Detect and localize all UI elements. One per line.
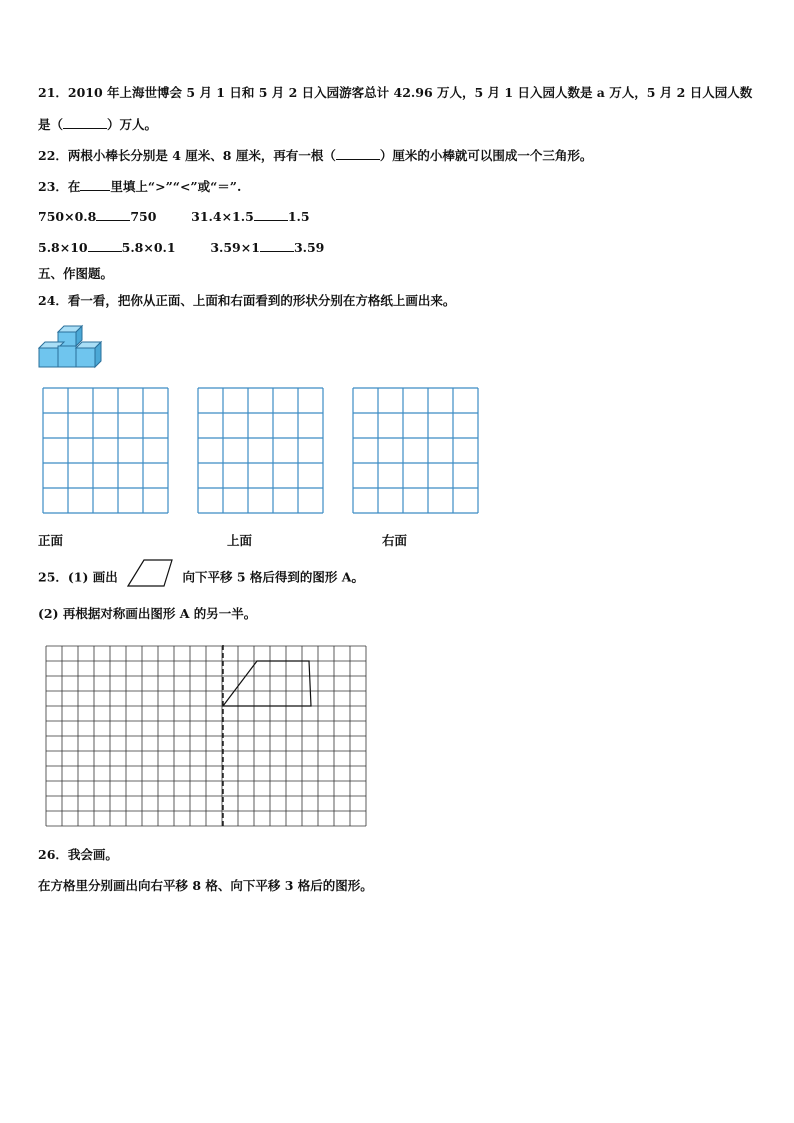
compare-blank[interactable] [88,241,122,252]
q22-line [38,146,592,164]
answer-blank[interactable] [63,118,107,129]
q25-part1 [38,567,364,589]
q23-item-left: 3.59×1 [210,240,260,255]
q22-pre: 22．两根小棒长分别是 4 厘米、8 厘米，再有一根（ [38,148,336,163]
q23-item-right: 3.59 [293,240,325,255]
q26-title: 26．我会画。 [38,847,118,862]
q23-pre: 23．在 [38,179,81,194]
compare-blank[interactable] [254,210,288,221]
q23-item-right: 750 [130,209,157,224]
q23-post: 里填上“>”“<”或“＝”. [110,179,242,194]
q23-item-right: 1.5 [287,209,310,224]
q21-line2-pre: 是（ [38,117,64,132]
q25-part2: (2) 再根据对称画出图形 A 的另一半。 [38,606,257,621]
q23-row2 [38,240,324,255]
cube-stack-figure [38,322,108,370]
right-view-label: 右面 [382,533,408,548]
top-view-label: 上面 [227,533,253,548]
q26-text: 在方格里分别画出向右平移 8 格、向下平移 3 格后的图形。 [38,878,373,893]
q21-line1: 21．2010 年上海世博会 5 月 1 日和 5 月 2 日入园游客总计 42.96 万人，5 月 1 日入园人数是 a 万人，5 月 2 日人园人数 [38,85,753,100]
q25-part1-post: 向下平移 5 格后得到的图形 A。 [182,569,364,585]
instruction-blank [80,180,110,191]
q21-line2-post: ）万人。 [107,117,158,132]
q23-item-left: 5.8×10 [38,240,88,255]
symmetry-grid[interactable] [45,645,367,827]
q21-line2 [38,115,157,133]
q23-item-left: 750×0.8 [38,209,97,224]
q23-item-left: 31.4×1.5 [191,209,254,224]
q23-row1 [38,209,310,224]
q24-text: 24．看一看，把你从正面、上面和右面看到的形状分别在方格纸上画出来。 [38,293,456,308]
right-view-grid[interactable] [352,387,479,514]
front-view-label: 正面 [38,533,64,548]
top-view-grid[interactable] [197,387,324,514]
section-title: 五、作图题。 [38,266,114,281]
q25-part1-pre: 25．(1) 画出 [38,569,118,585]
compare-blank[interactable] [260,241,294,252]
q23-line [38,177,241,195]
q23-item-right: 5.8×0.1 [121,240,176,255]
compare-blank[interactable] [96,210,130,221]
half-figure [223,661,311,706]
q22-post: ）厘米的小棒就可以围成一个三角形。 [379,148,593,163]
answer-blank[interactable] [336,149,380,160]
parallelogram-icon [124,557,176,589]
front-view-grid[interactable] [42,387,169,514]
